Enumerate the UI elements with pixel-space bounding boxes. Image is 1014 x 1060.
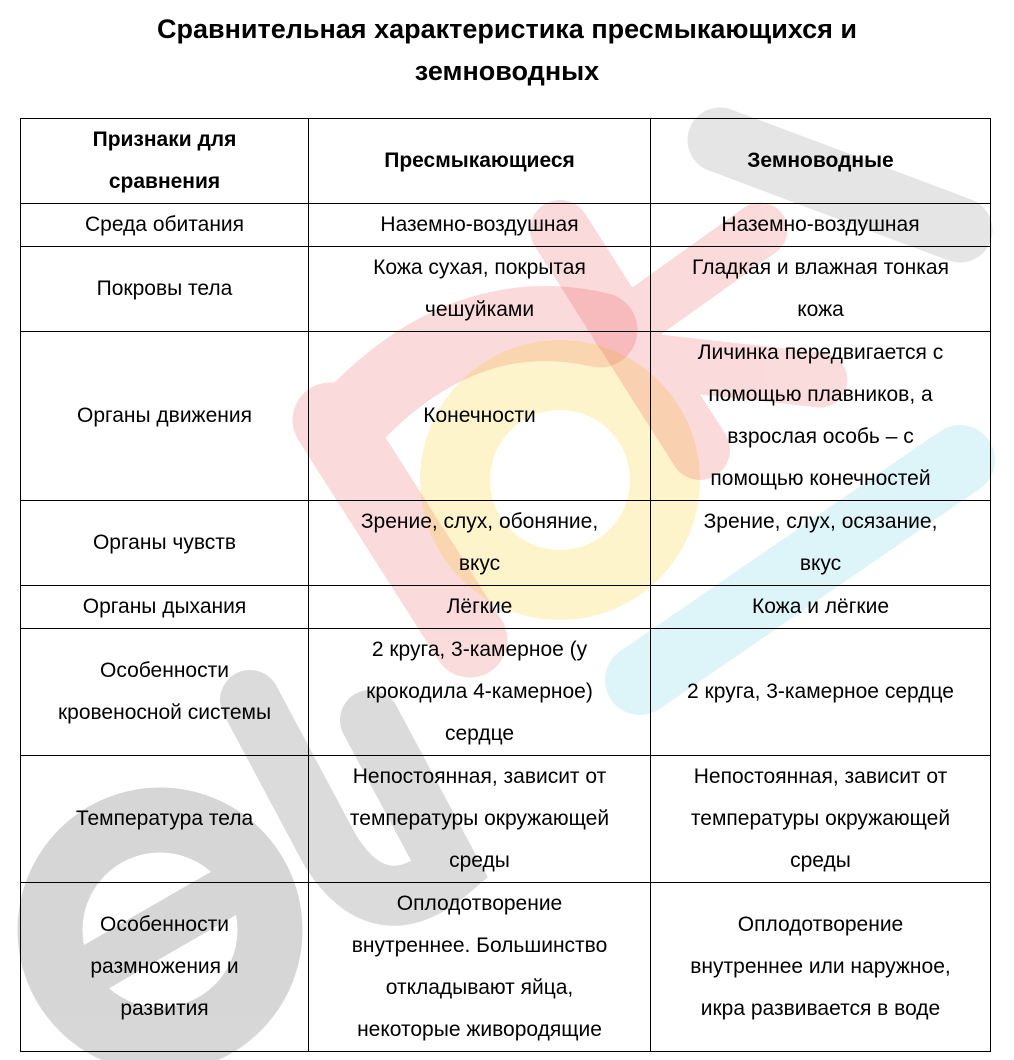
table-row — [21, 756, 991, 883]
reptiles-cell: Наземно-воздушная — [309, 204, 651, 247]
table-row — [21, 586, 991, 629]
amphibians-cell: Наземно-воздушная — [651, 204, 991, 247]
feature-cell: Особенности кровеносной системы — [21, 629, 309, 756]
reptiles-cell: Кожа сухая, покрытая чешуйками — [309, 247, 651, 332]
feature-cell: Среда обитания — [21, 204, 309, 247]
feature-cell: Органы чувств — [21, 501, 309, 586]
amphibians-cell: Непостоянная, зависит от температуры окружающей среды — [651, 756, 991, 883]
reptiles-cell: Конечности — [309, 332, 651, 501]
amphibians-cell: Оплодотворение внутреннее или наружное, икра развивается в воде — [651, 883, 991, 1052]
header-features: Признаки для сравнения — [21, 119, 309, 204]
amphibians-cell: Гладкая и влажная тонкая кожа — [651, 247, 991, 332]
reptiles-cell: 2 круга, 3-камерное (у крокодила 4-камерное) сердце — [309, 629, 651, 756]
reptiles-cell: Непостоянная, зависит от температуры окружающей среды — [309, 756, 651, 883]
table-row — [21, 332, 991, 501]
reptiles-cell: Оплодотворение внутреннее. Большинство откладывают яйца, некоторые живородящие — [309, 883, 651, 1052]
amphibians-cell: Зрение, слух, осязание, вкус — [651, 501, 991, 586]
header-amphibians: Земноводные — [651, 119, 991, 204]
feature-cell: Органы дыхания — [21, 586, 309, 629]
table-row — [21, 883, 991, 1052]
feature-cell: Органы движения — [21, 332, 309, 501]
feature-cell: Особенности размножения и развития — [21, 883, 309, 1052]
table-row — [21, 501, 991, 586]
amphibians-cell: 2 круга, 3-камерное сердце — [651, 629, 991, 756]
amphibians-cell: Личинка передвигается с помощью плавников, а взрослая особь – с помощью конечностей — [651, 332, 991, 501]
comparison-table — [20, 118, 991, 1052]
amphibians-cell: Кожа и лёгкие — [651, 586, 991, 629]
feature-cell: Покровы тела — [21, 247, 309, 332]
reptiles-cell: Зрение, слух, обоняние, вкус — [309, 501, 651, 586]
reptiles-cell: Лёгкие — [309, 586, 651, 629]
table-row — [21, 247, 991, 332]
page-title: Сравнительная характеристика пресмыкающихся и земноводных — [156, 14, 858, 86]
table-row — [21, 204, 991, 247]
feature-cell: Температура тела — [21, 756, 309, 883]
table-header-row — [21, 119, 991, 204]
table-row — [21, 629, 991, 756]
header-reptiles: Пресмыкающиеся — [309, 119, 651, 204]
